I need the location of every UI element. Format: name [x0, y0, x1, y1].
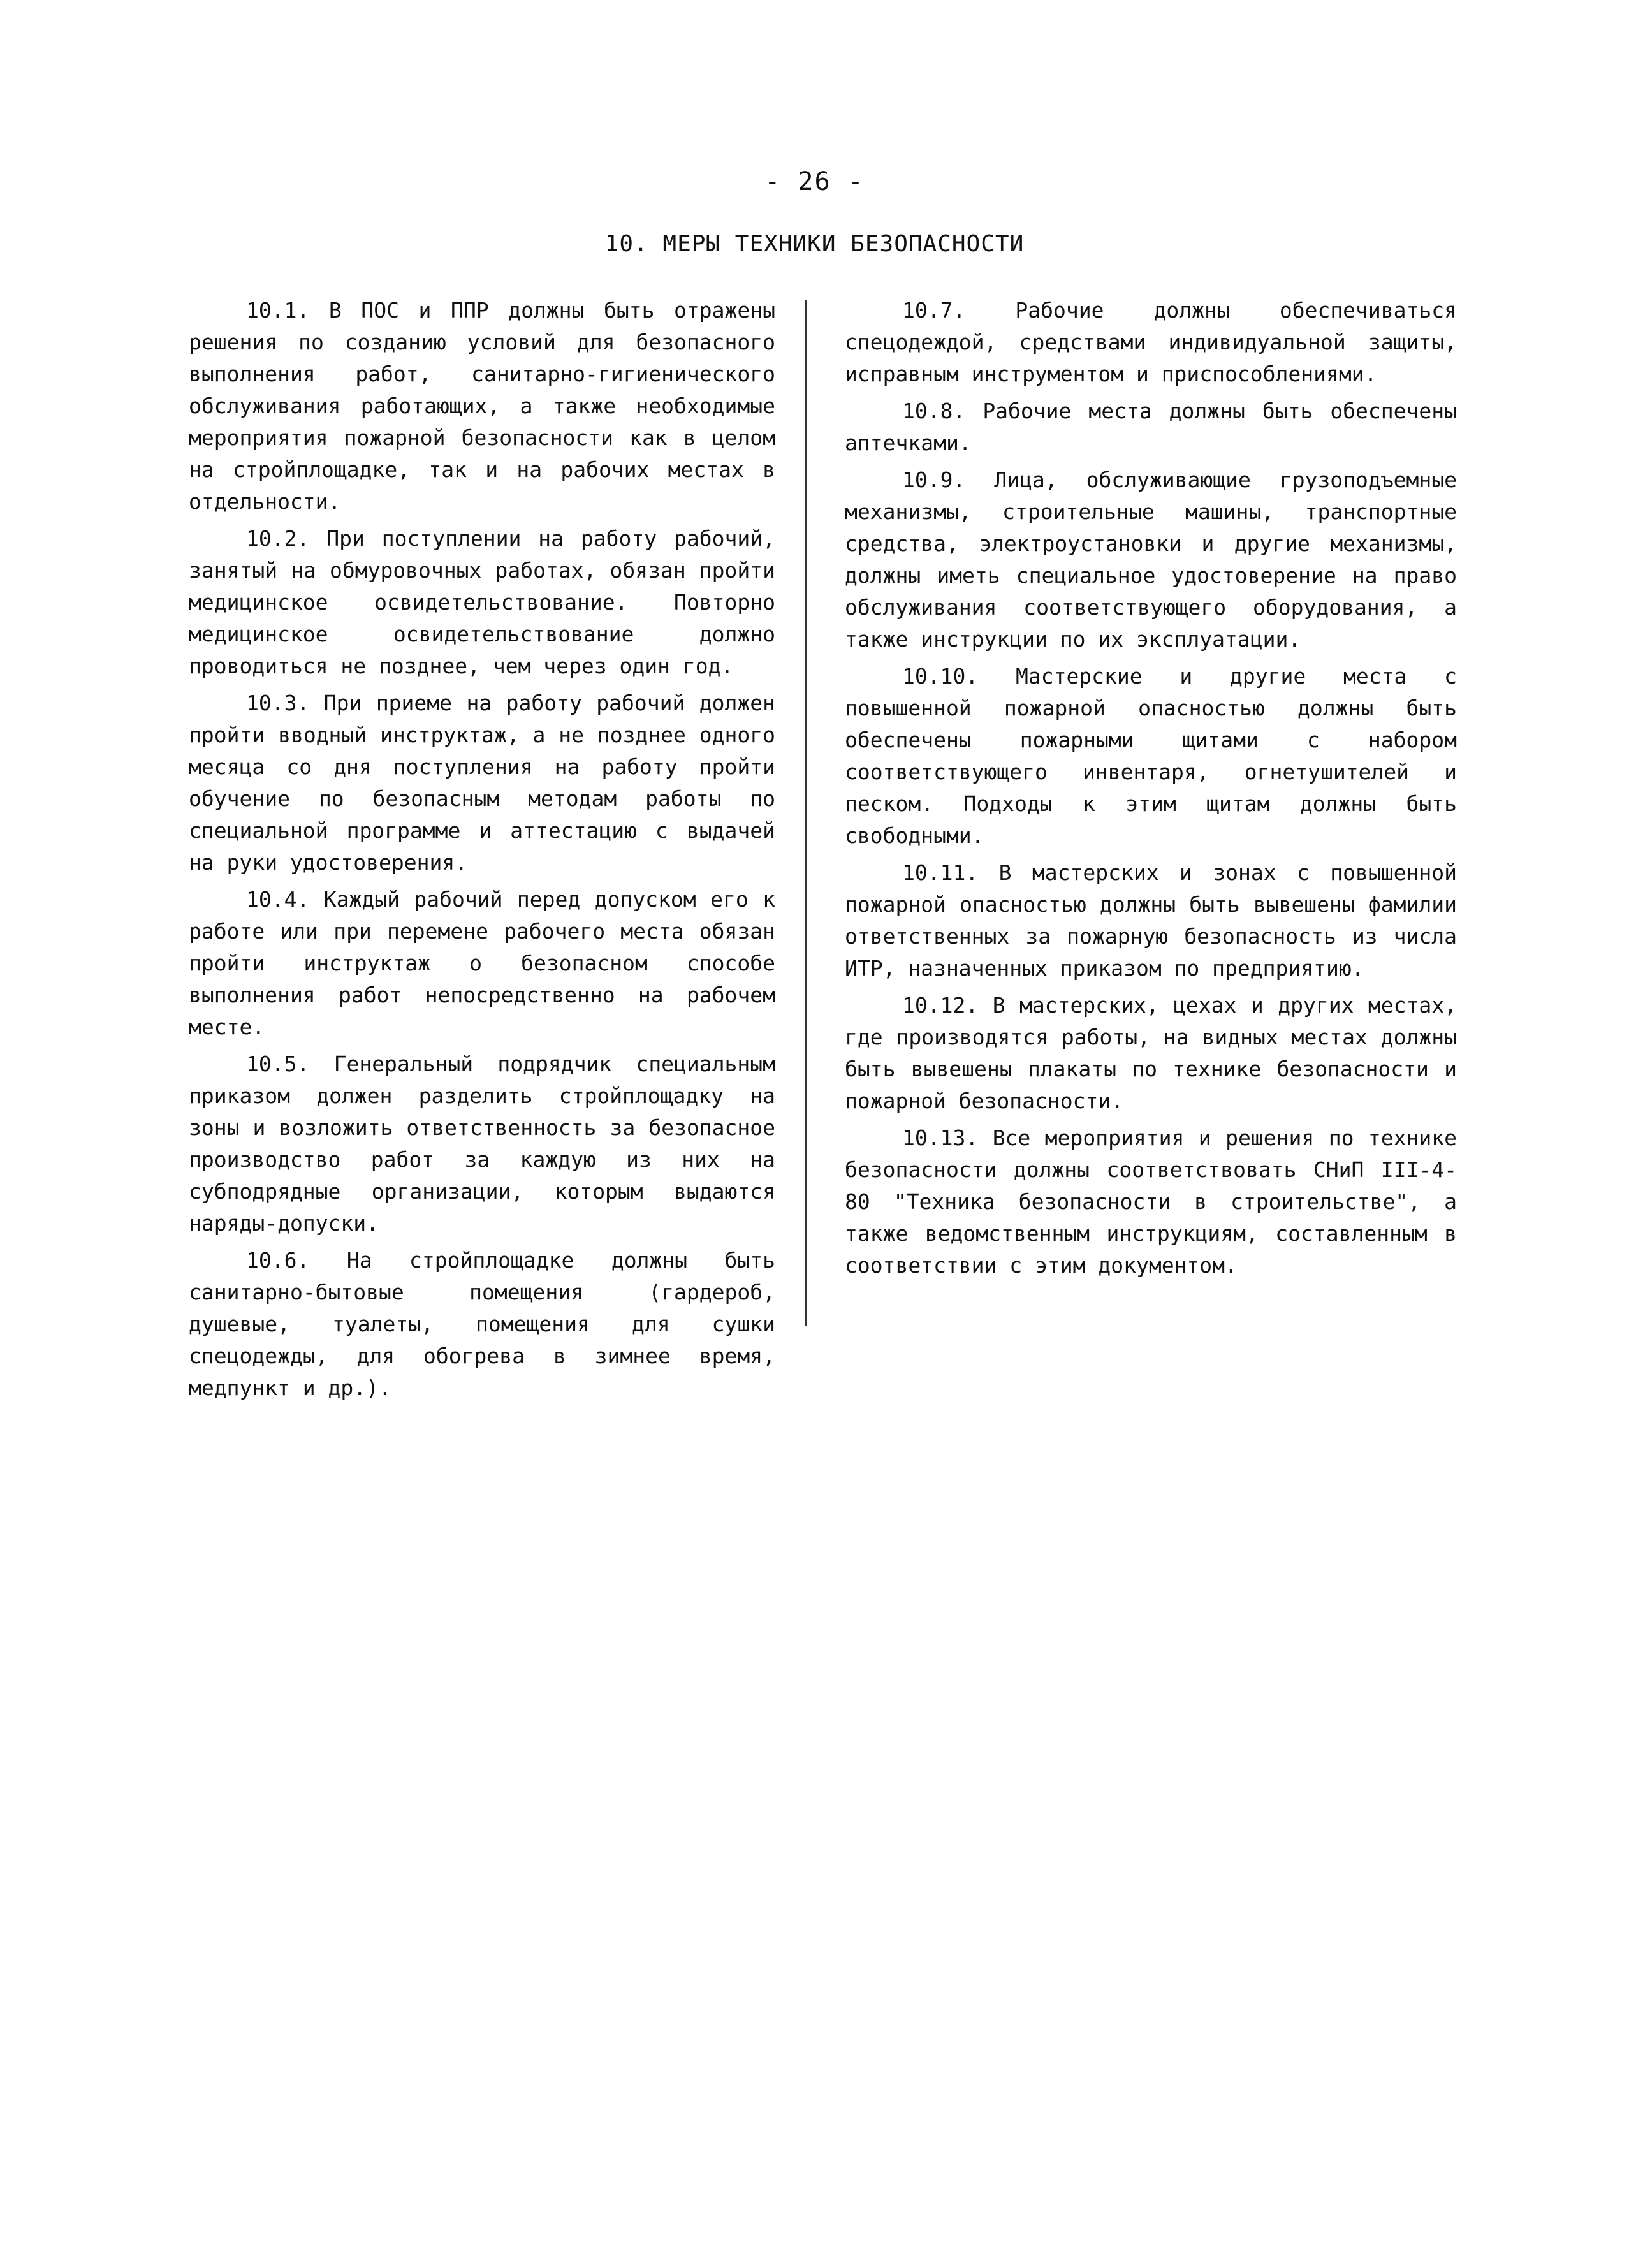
paragraph-10-12: 10.12. В мастерских, цехах и других местах, где производятся работы, на видных местах должны быть вывешены плакаты по технике безопасности и пожарной безопасности.: [845, 993, 1457, 1113]
page-number: - 26 -: [764, 167, 865, 196]
column-divider: [805, 300, 807, 1326]
paragraph-10-9: 10.9. Лица, обслуживающие грузоподъемные механизмы, строительные машины, транспортные средства, электроустановки и другие механизмы, должны иметь специальное удостоверение на право обслуживания соответствующего оборудования, а также инструкции по их эксплуатации.: [845, 467, 1457, 652]
paragraph-10-13: 10.13. Все мероприятия и решения по технике безопасности должны соответствовать СНиП III-4-80 "Техника безопасности в строительстве", а также ведомственным инструкциям, составленным в соответствии с этим документом.: [845, 1125, 1457, 1278]
paragraph-10-4: 10.4. Каждый рабочий перед допуском его к работе или при перемене рабочего места обязан пройти инструктаж о безопасном способе выполнения работ непосредственно на рабочем месте.: [189, 887, 775, 1039]
paragraph-10-8: 10.8. Рабочие места должны быть обеспечены аптечками.: [845, 399, 1457, 455]
paragraph-10-1: 10.1. В ПОС и ППР должны быть отражены решения по созданию условий для безопасного выполнения работ, санитарно-гигиенического обслуживания работающих, а также необходимые мероприятия пожарной безопасности как в целом на стройплощадке, так и на рабочих местах в отдельности.: [189, 298, 775, 514]
paragraph-10-7: 10.7. Рабочие должны обеспечиваться спецодеждой, средствами индивидуальной защиты, исправным инструментом и приспособлениями.: [845, 298, 1457, 386]
paragraph-10-3: 10.3. При приеме на работу рабочий должен пройти вводный инструктаж, а не позднее одного месяца со дня поступления на работу пройти обучение по безопасным методам работы по специальной программе и аттестацию с выдачей на руки удостоверения.: [189, 691, 775, 875]
paragraph-10-10: 10.10. Мастерские и другие места с повышенной пожарной опасностью должны быть обеспечены пожарными щитами с набором соответствующего инвентаря, огнетушителей и песком. Подходы к этим щитам должны быть свободными.: [845, 664, 1457, 848]
paragraph-10-6: 10.6. На стройплощадке должны быть санитарно-бытовые помещения (гардероб, душевые, туалеты, помещения для сушки спецодежды, для обогрева в зимнее время, медпункт и др.).: [189, 1248, 775, 1400]
paragraph-10-11: 10.11. В мастерских и зонах с повышенной пожарной опасностью должны быть вывешены фамилии ответственных за пожарную безопасность из числа ИТР, назначенных приказом по предприятию.: [845, 860, 1457, 981]
paragraph-10-2: 10.2. При поступлении на работу рабочий, занятый на обмуровочных работах, обязан пройти медицинское освидетельствование. Повторно медицинское освидетельствование должно проводиться не позднее, чем через один год.: [189, 526, 775, 678]
paragraph-10-5: 10.5. Генеральный подрядчик специальным приказом должен разделить стройплощадку на зоны и возложить ответственность за безопасное производство работ за каждую из них на субподрядные организации, которым выдаются наряды-допуски.: [189, 1051, 775, 1236]
left-column: [189, 295, 775, 1409]
section-title: 10. МЕРЫ ТЕХНИКИ БЕЗОПАСНОСТИ: [604, 231, 1025, 257]
right-column: [845, 295, 1457, 1287]
